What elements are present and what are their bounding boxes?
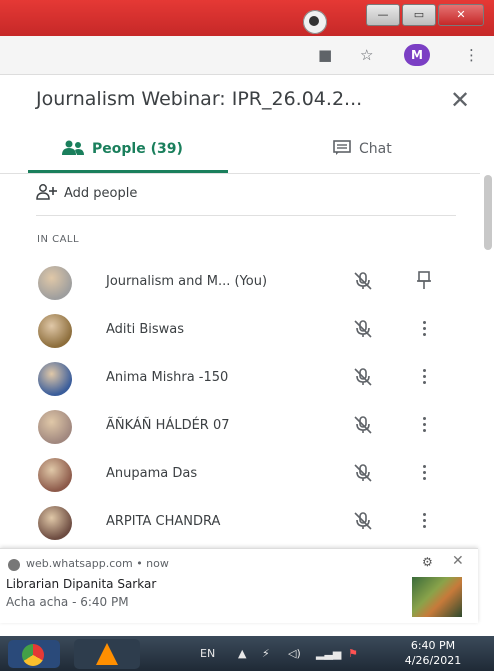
close-notification-button[interactable]: ✕ — [452, 553, 464, 569]
mic-off-icon — [352, 366, 374, 388]
avatar — [38, 362, 72, 396]
notification-title: Librarian Dipanita Sarkar — [6, 577, 157, 591]
you-label: (You) — [234, 274, 268, 289]
notification-source: web.whatsapp.com • now — [26, 557, 169, 570]
tab-chat[interactable] — [333, 140, 392, 157]
participant-name-text: Journalism and M... — [106, 274, 231, 289]
mic-off-icon — [352, 414, 374, 436]
participant-name — [106, 274, 267, 289]
chat-icon — [333, 140, 351, 156]
clock-time: 6:40 PM — [410, 639, 456, 652]
participant-name: Aditi Biswas — [106, 322, 185, 337]
tab-people[interactable] — [60, 140, 183, 157]
window-controls — [364, 4, 484, 26]
add-people-button[interactable] — [36, 184, 137, 201]
whatsapp-icon — [8, 559, 20, 571]
participant-row[interactable] — [0, 402, 480, 452]
more-options-icon[interactable] — [414, 366, 434, 390]
close-window-button[interactable]: ✕ — [438, 4, 484, 26]
participant-row[interactable] — [0, 498, 480, 548]
taskbar-clock[interactable] — [392, 638, 474, 668]
participant-row[interactable] — [0, 258, 480, 308]
windows-taskbar — [0, 636, 494, 671]
tabs-divider — [0, 173, 480, 174]
panel-scrollbar[interactable] — [484, 175, 492, 250]
gear-icon[interactable]: ⚙ — [422, 555, 433, 569]
participant-row[interactable] — [0, 450, 480, 500]
maximize-button[interactable]: ▭ — [402, 4, 436, 26]
flag-icon[interactable]: ⚑ — [348, 647, 358, 660]
notification-thumbnail — [412, 577, 462, 617]
avatar — [38, 410, 72, 444]
close-panel-button[interactable]: ✕ — [450, 86, 471, 114]
pin-icon[interactable] — [414, 270, 434, 294]
mic-off-icon — [352, 270, 374, 292]
more-options-icon[interactable] — [414, 462, 434, 486]
profile-avatar[interactable]: M — [404, 44, 430, 66]
avatar — [38, 458, 72, 492]
list-divider — [36, 215, 456, 216]
browser-title-bar — [0, 0, 494, 36]
mic-off-icon — [352, 510, 374, 532]
avatar — [38, 506, 72, 540]
more-options-icon[interactable] — [414, 414, 434, 438]
meeting-title: Journalism Webinar: IPR_26.04.2... — [36, 88, 363, 110]
mic-off-icon — [352, 318, 374, 340]
language-indicator[interactable]: EN — [200, 647, 216, 660]
tab-chat-label: Chat — [359, 141, 392, 157]
notification-body: Acha acha - 6:40 PM — [6, 595, 129, 609]
add-person-icon — [36, 184, 58, 200]
whatsapp-notification[interactable] — [0, 548, 478, 623]
people-icon — [60, 140, 86, 156]
more-options-icon[interactable] — [414, 510, 434, 534]
more-vert-icon[interactable]: ⋮ — [464, 46, 479, 64]
vlc-taskbar-icon[interactable] — [74, 639, 140, 669]
more-options-icon[interactable] — [414, 318, 434, 342]
chevron-up-icon[interactable]: ▲ — [238, 647, 247, 660]
participant-name: ARPITA CHANDRA — [106, 514, 221, 529]
add-people-label: Add people — [64, 186, 138, 201]
chrome-profile-icon[interactable] — [303, 10, 327, 34]
star-icon[interactable]: ☆ — [360, 46, 374, 64]
avatar — [38, 266, 72, 300]
participant-row[interactable] — [0, 306, 480, 356]
in-call-heading: IN CALL — [37, 234, 80, 245]
tab-people-label: People (39) — [92, 141, 183, 157]
power-icon[interactable]: ⚡ — [262, 647, 270, 660]
minimize-button[interactable]: — — [366, 4, 400, 26]
clock-date: 4/26/2021 — [404, 654, 462, 667]
chrome-taskbar-icon[interactable] — [8, 640, 60, 668]
participant-name: Anima Mishra -150 — [106, 370, 229, 385]
volume-icon[interactable]: ◁) — [288, 647, 301, 660]
network-signal-icon[interactable]: ▂▃▅ — [316, 647, 342, 660]
mic-off-icon — [352, 462, 374, 484]
video-camera-icon[interactable]: ■ — [318, 46, 333, 64]
participant-name: Anupama Das — [106, 466, 198, 481]
participant-name: ÃÑKÁÑ HÁLDÉR 07 — [106, 418, 230, 433]
avatar — [38, 314, 72, 348]
participant-row[interactable] — [0, 354, 480, 404]
